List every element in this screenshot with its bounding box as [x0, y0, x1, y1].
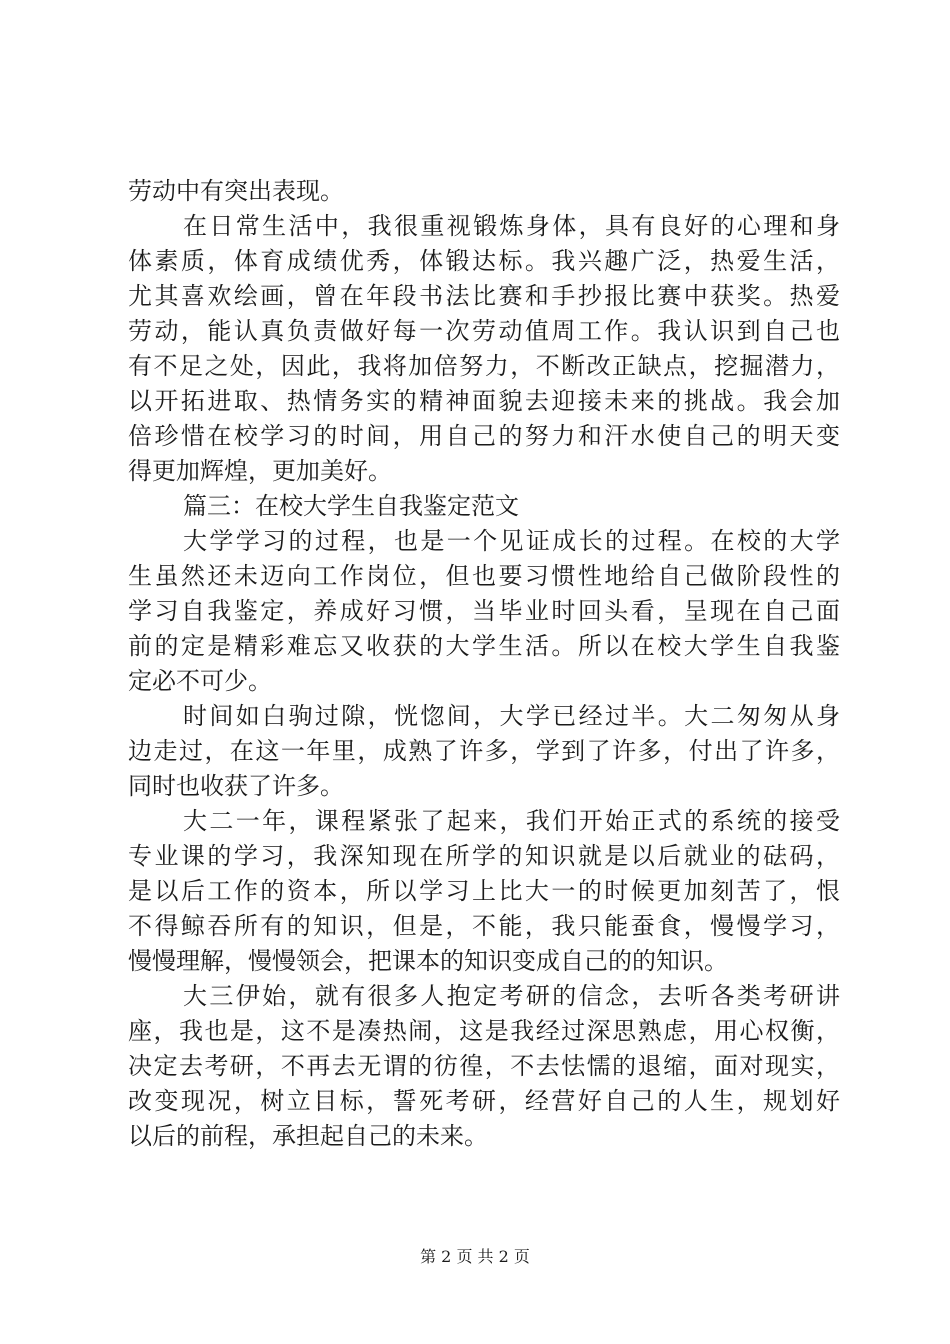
text-line: 大二一年，课程紧张了起来，我们开始正式的系统的接受 [183, 807, 840, 835]
text-line: 学习自我鉴定，养成好习惯，当毕业时回头看，呈现在自己面 [128, 597, 840, 625]
text-line: 体素质，体育成绩优秀，体锻达标。我兴趣广泛，热爱生活， [128, 247, 840, 275]
page-footer: 第 2 页 共 2 页 [420, 1247, 530, 1266]
text-line: 边走过，在这一年里，成熟了许多，学到了许多，付出了许多， [128, 737, 840, 765]
text-line: 劳动，能认真负责做好每一次劳动值周工作。我认识到自己也 [128, 317, 840, 345]
text-line: 前的定是精彩难忘又收获的大学生活。所以在校大学生自我鉴 [128, 632, 840, 660]
text-line: 在日常生活中，我很重视锻炼身体，具有良好的心理和身 [183, 212, 840, 240]
text-line: 改变现况，树立目标，誓死考研，经营好自己的人生，规划好 [128, 1087, 840, 1115]
text-line: 生虽然还未迈向工作岗位，但也要习惯性地给自己做阶段性的 [128, 562, 840, 590]
text-line: 得更加辉煌，更加美好。 [128, 457, 392, 485]
text-line: 有不足之处，因此，我将加倍努力，不断改正缺点，挖掘潜力， [128, 352, 840, 380]
text-line: 是以后工作的资本，所以学习上比大一的时候更加刻苦了，恨 [128, 877, 840, 905]
text-line: 决定去考研，不再去无谓的彷徨，不去怯懦的退缩，面对现实， [128, 1052, 840, 1080]
document-body [128, 174, 840, 1154]
text-line: 尤其喜欢绘画，曾在年段书法比赛和手抄报比赛中获奖。热爱 [128, 282, 840, 310]
text-line: 大学学习的过程，也是一个见证成长的过程。在校的大学 [183, 527, 840, 555]
text-line: 以后的前程，承担起自己的未来。 [128, 1122, 488, 1150]
text-line: 专业课的学习，我深知现在所学的知识就是以后就业的砝码， [128, 842, 840, 870]
text-line: 慢慢理解，慢慢领会，把课本的知识变成自己的的知识。 [128, 947, 728, 975]
text-line: 篇三：在校大学生自我鉴定范文 [183, 492, 519, 520]
text-line: 座，我也是，这不是凑热闹，这是我经过深思熟虑，用心权衡， [128, 1017, 840, 1045]
text-line: 同时也收获了许多。 [128, 772, 344, 800]
text-line: 劳动中有突出表现。 [128, 177, 344, 205]
text-line: 倍珍惜在校学习的时间，用自己的努力和汗水使自己的明天变 [128, 422, 840, 450]
text-line: 以开拓进取、热情务实的精神面貌去迎接未来的挑战。我会加 [128, 387, 840, 415]
text-line: 大三伊始，就有很多人抱定考研的信念，去听各类考研讲 [183, 982, 840, 1010]
text-line: 时间如白驹过隙，恍惚间，大学已经过半。大二匆匆从身 [183, 702, 840, 730]
text-line: 定必不可少。 [128, 667, 272, 695]
text-line: 不得鲸吞所有的知识，但是，不能，我只能蚕食，慢慢学习， [128, 912, 840, 940]
